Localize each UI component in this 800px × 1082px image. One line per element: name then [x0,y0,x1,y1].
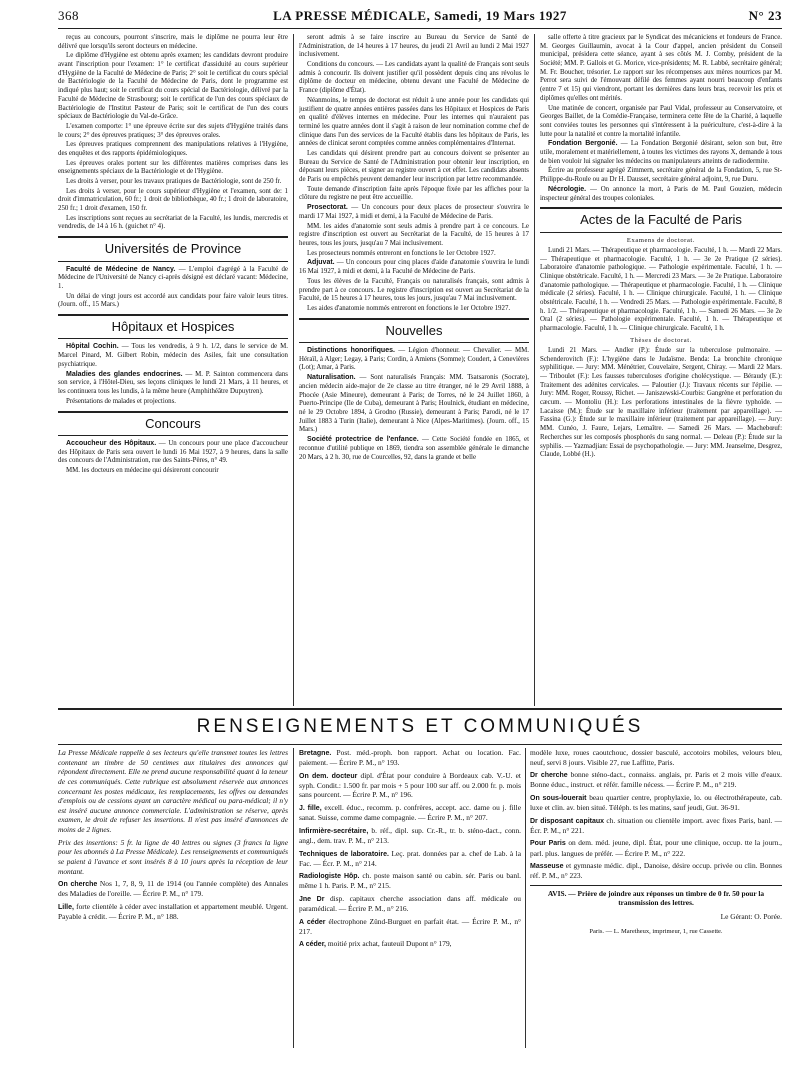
article [58,266,288,292]
paragraph: Conditions du concours. — Les candidats ayant la qualité de Français sont seuls admis à concourir. Ils doivent justifier qu'il possèdent depuis cinq ans révolus le diplôme de docteur en médecine, obtenu devant une Faculté de Médecine de France (diplôme d'État). [299,61,529,95]
classified-ad [299,939,521,949]
paragraph: reçus au concours, pourront s'inscrire, mais le diplôme ne pourra leur être délivré que lorsqu'ils seront docteurs en médecine. [58,34,288,50]
printer-footer: Paris. — L. Maretheux, imprimeur, 1, rue Cassette. [589,927,723,935]
classified-ad [299,748,521,768]
ad-heading: Bretagne. [299,750,332,757]
paragraph: Une matinée de concert, organisée par Paul Vidal, professeur au Conservatoire, et Georges Baillet, de la Comédie-Française, terminera cette fête de la Charité, à laquelle sont conviées toutes les personnes qui s'intéressent à la puériculture, c'est-à-dire à la lutte pour la natalité et contre la mortalité infantile. [540,104,782,138]
ad-heading: Jne Dr [299,895,325,903]
classifieds-banner [58,708,782,745]
ad-text: b. réf., dipl. sup. Cr.-R., tr. b. sténo-dact., conn. angl., dem. trav. P. M., n° 213. [299,825,521,845]
article-text: — Un concours pour cinq places d'aide d'anatomie s'ouvrira le lundi 16 Mai 1927, à midi et demi, à la Faculté de Médecine de Paris. [299,259,529,276]
paragraph: MM. les aides d'anatomie sont seuls admis à prendre part à ce concours. Le registre d'inscription est ouvert au Secrétariat de la Faculté, de 15 heures à 17 heures, tous les jours, jusqu'au 7 Mai inclusivement. [299,222,529,247]
classified-ad [530,816,782,836]
article-heading: Accoucheur des Hôpitaux. [66,439,157,447]
section-heading: Universités de Province [58,236,288,261]
article-heading: Fondation Bergonié. [548,140,618,148]
article-text: — Un concours pour une place d'accoucheur des Hôpitaux de Paris sera ouvert le lundi 16 Mai 1927, à 9 heures, dans la salle des concours de l'Administration, rue des Saints-Pères, n° 49. [58,439,288,465]
paragraph: L'examen comporte: 1° une épreuve écrite sur des sujets d'Hygiène traités dans le cours; 2° des épreuves pratiques; 3° des épreuves orales. [58,122,288,139]
page-header [58,6,782,29]
column-1 [58,34,288,706]
article-heading: Adjuvat. [307,259,335,267]
paragraph: MM. les docteurs en médecine qui désireront concourir [66,467,219,475]
ad-text: Nos 1, 7, 8, 9, 11 de 1914 (ou l'année complète) des Annales des Maladies de l'oreille. — Écrire P. M., n° 179. [58,879,288,899]
classified-ad [58,902,288,922]
classified-ad [58,879,288,899]
article [58,371,288,397]
ad-text: moitié prix achat, fauteuil Dupont n° 179, [327,939,452,949]
classified-ad [530,793,782,813]
article-text: — La Fondation Bergonié désirant, selon son but, être utile, moralement et matériellement, à toutes les victimes des rayons X, demande à tous de bien vouloir lui signaler les médecins ou manipulateurs atteints de radiodermite. [540,140,782,165]
page-number: 368 [58,8,79,23]
article-heading: Maladies des glandes endocrines. [66,370,183,378]
ad-heading: On sous-louerait [530,794,587,802]
ad-text: excell. éduc., recomm. p. confrères, accept. acc. dame ou j. fille sanat. Suisse, comme dame compagnie. — Écrire P. M., n° 207. [299,803,521,823]
article-heading: Distinctions honorifiques. [307,346,395,354]
ad-heading: On cherche [58,881,98,889]
ad-text: forte clientèle à céder avec installation et appartement meublé. Urgent. Payable à crédit. — Écrire P. M., n° 188. [58,901,288,921]
classified-ad [299,871,521,891]
paragraph: Les épreuves pratiques comprennent des manipulations relatives à l'Hygiène, des enquêtes et des rapports épidémiologiques. [58,141,288,157]
ad-heading: Infirmière-secrétaire, [299,827,369,835]
paragraph: Toute demande d'inscription faite après l'époque fixée par les affiches pour la clôture du registre ne peut être accueillie. [299,185,529,202]
ad-text: beau quartier centre, prophylaxie, lo. ou électrothérapeute, cab. luxe et clin. av. bien situé. Téléph. ts les matins, sauf jeudi, Gut. 36-91. [530,792,782,813]
classifieds-column-2 [299,748,521,1048]
ad-heading: A céder, [299,941,326,949]
article-text: — Un concours pour deux places de prosecteur s'ouvrira le mardi 17 Mai 1927, à midi et demi, à la Faculté de Médecine de Paris. [299,204,529,220]
article-text: — On annonce la mort, à Paris de M. Paul Gouzien, médecin inspecteur général des troupes coloniales. [540,185,782,202]
column-rule [534,34,535,706]
classified-ad: modèle luxe, roues caoutchouc, dossier basculé, accotoirs mobiles, velours bleu, neuf, servi 8 jours. Visible 27, rue Laffitte, Paris. [530,748,782,767]
section-heading: Actes de la Faculté de Paris [540,207,782,232]
paragraph: Écrire au professeur agrégé Zimmern, secrétaire général de la Fondation, 5, rue St-Philippe-du-Roule ou au Dr H. Dausset, secrétaire général adjoint, 9, rue Duru. [540,167,782,184]
column-rule [525,748,526,1048]
classified-ad [299,849,521,869]
ad-heading: Radiologiste Hôp. [299,873,360,881]
paragraph: seront admis à se faire inscrire au Bureau du Service de Santé de l'Administration, de 14 heures à 17 heures, du jeudi 21 Avril au lundi 2 Mai 1927 inclusivement. [299,34,529,59]
pricing: Prix des insertions: 5 fr. la ligne de 40 lettres ou signes (3 francs la ligne pour les abonnés à La Presse Médicale). Les renseignements et communiqués se paient à l'avance et sont insérés 8 à 10 jours après la réception de leur montant. [58,837,288,876]
section-heading: Concours [58,411,288,436]
paragraph: Les droits à verser, pour les travaux pratiques de Bactériologie, sont de 250 fr. [66,178,282,185]
ad-heading: Pour Paris [530,840,566,848]
ad-heading: Techniques de laboratoire. [299,850,389,858]
article-text: — L'emploi d'agrégé à la Faculté de Médecine de l'Université de Nancy ci-après désigné est déclaré vacant: Médecine, 1. [58,265,288,290]
paragraph: Les aides d'anatomie nommés entreront en fonctions le 1er Octobre 1927. [307,304,511,312]
paragraph: Le diplôme d'Hygiène est obtenu après examen; les candidats devront produire avant l'inscription pour l'examen: 1° le certificat d'assiduité au cours supérieur d'Hygiène de la Faculté de Médecine de Paris; 2° soit le certificat du cours spécial de Bactériologie de la Faculté de Médecine de Paris, dont le programme est indiqué plus haut; soit le certificat du cours spécial de Bactériologie, délivré par la Faculté de Médecine de Strasbourg; soit le certificat de l'un des cours spéciaux de Bactériologie de l'Institut Pasteur de Paris; soit le certificat de l'un des cours spéciaux de Bactériologie du Val-de-Grâce. [58,52,288,121]
notice-box: AVIS. — Prière de joindre aux réponses un timbre de 0 fr. 50 pour la transmission des lettres. [530,885,782,908]
article-heading: Prosectorat. [307,204,348,212]
classifieds-column-1 [58,748,288,1048]
section-heading: Nouvelles [299,318,529,343]
subsection-heading: Examens de doctorat. [626,236,696,244]
paragraph: Néanmoins, le temps de doctorat est réduit à une année pour les candidats qui justifient de quatre années entières passées dans les Hôpitaux et Hospices de Paris en qualité d'élèves internes en médecine. Pour les internes qui n'auraient pas terminé les quatre années dont il s'agit à raison de leur nomination comme chef de clinique dans l'un des services de la Faculté établis dans les hôpitaux de Paris, les années de clinicat seront comptées comme années complémentaires d'Internat. [299,96,529,148]
column-rule [293,748,294,1048]
ad-text: bonne sténo-dact., connaiss. anglais, pr. Paris et 2 mois ville d'eaux. Bonne éduc., instruct. et référ. famille nécess. — Écrire P. M., n° 219. [530,770,782,790]
paragraph: Un délai de vingt jours est accordé aux candidats pour faire valoir leurs titres. (Journ. off., 15 Mars.) [58,292,288,309]
article-text: — Sont naturalisés Français: MM. Tsatsaronis (Socrate), ancien médecin aide-major de 2e classe au titre étranger, né le 29 Avril 1888, à Phocée (Asie Mineure), demeurant à Paris; de Torres, né le 24 Juillet 1860, à Puerto-Principe (Ile de Cuba), demeurant à Paris; Houlnick, étudiant en médecine, né le 29 Octobre 1894, à Grodno (Russie), demeurant à Paris; Parodi, né le 17 Juillet 1883 à Turin (Italie), demeurant à Nice (Alpes-Maritimes). (Journ. off., 15 Mars.) [299,374,529,434]
article-heading: Faculté de Médecine de Nancy. [66,265,176,273]
article [299,436,529,462]
classified-ad [299,917,521,937]
ad-text: Post. méd.-proph. bon rapport. Achat ou location. Fac. paiement. — Écrire P. M., n° 193. [299,748,521,768]
classified-ad [299,826,521,846]
ad-text: ch. situation ou clientèle import. avec fixes Paris, banl. — Écr. P. M., n° 221. [530,815,782,835]
ad-heading: On dem. docteur [299,772,358,780]
classifieds-column-3 [530,748,782,1048]
article [58,440,288,466]
banner-title: RENSEIGNEMENTS ET COMMUNIQUÉS [196,716,644,737]
ad-text: ch. poste maison santé ou cabin. sér. Paris ou banl. même 1 h. Paris. P. M., n° 215. [299,871,521,891]
article-heading: Hôpital Cochin. [66,343,119,351]
article [299,347,529,373]
article-text: — Cette Société fondée en 1865, et reconnue d'utilité publique en 1869, tiendra son assemblée générale le dimanche 20 Mars, à 2 h. 30, rue de Courcelles, 92, dans la grande et belle [299,436,529,461]
article [540,186,782,204]
ad-text: et gymnaste médic. dipl., Danoise, désire occup. privée ou clin. Bonnes réf. P. M., n° 223. [530,861,782,881]
section-heading: Hôpitaux et Hospices [58,314,288,339]
column-3 [540,34,782,706]
paragraph: Les candidats qui désirent prendre part au concours doivent se présenter au Bureau du Service de Santé de l'Administration pour obtenir leur inscription, en déposant leurs pièces, et signer au registre ouvert à cet effet. Les candidats absents de Paris ou empêchés peuvent demander leur inscription par lettre recommandée. [299,149,529,183]
ad-heading: Dr cherche [530,772,568,780]
article [540,140,782,166]
paragraph: salle offerte à titre gracieux par le Syndicat des mécaniciens et fondeurs de France. M. Georges Guillaumin, avocat à la Cour d'appel, ancien président du Conseil municipal, présidera cette séance, ayant à ses côtés M. J. Comby, président de la Société; MM. P. Gallois et G. Morice, vice-présidents; M. R. Labbé, secrétaire général; M. Fr. Boucher, trésorier. Le rapport sur les récompenses aux mères nourrices par M. Perrot sera suivi de l'émouvant défilé des femmes ayant nourri beaucoup d'enfants (entre 7 et 15) qui viendront, portant les dernières dans leurs bras, recevoir les prix et diplômes qu'elles ont mérités. [540,34,782,102]
ad-heading: J. fille, [299,805,322,813]
subsection-heading: Thèses de doctorat. [630,336,692,344]
paragraph: Les droits à verser, pour le cours supérieur d'Hygiène et l'examen, sont de: 1 droit d'immatriculation, 60 fr.; 1 droit de bibliothèque, 40 fr.; 1 droit de laboratoire, 250 fr.; 1 droit d'examen, 150 fr. [58,187,288,213]
classified-ad [299,771,521,800]
article-text: — Tous les vendredis, à 9 h. 1/2, dans le service de M. Marcel Pinard, M. Gilbert Robin, médecin des Asiles, fait une consultation psychiatrique. [58,343,288,368]
ad-heading: Lille, [58,903,74,911]
ad-text: on dem. méd. jeune, dipl. État, pour une clinique, occup. tte la journ., parl. plus. langues de préfér. — Écrire P. M., n° 222. [530,838,782,858]
article-heading: Nécrologie. [548,185,587,193]
ad-text: dipl. d'État pour conduire à Bordeaux cab. V.-U. et syph. Condit.: 1.500 fr. par mois + 5 pour 100 sur aff. ou 2.000 fr. p. mois sans pourcent. — Écrire P. M., n° 196. [299,770,521,800]
paragraph: Les prosecteurs nommés entreront en fonctions le 1er Octobre 1927. [307,249,496,257]
ad-text: Leç. prat. données par a. chef de Lab. à la Fac. — Écr. P. M., n° 214. [299,848,521,868]
ad-text: disp. capitaux cherche association dans aff. médicale ou paramédical. — Écrire P. M., n° 216. [299,893,521,914]
column-2 [299,34,529,706]
article [299,204,529,222]
paragraph: Les épreuves orales portent sur les différentes matières comprises dans les enseignements spéciaux de la Bactériologie et de l'Hygiène. [58,159,288,176]
classified-ad [530,770,782,790]
article [299,259,529,277]
ad-heading: Masseuse [530,863,564,871]
manager-signature: Le Gérant: O. Porée. [720,912,782,922]
article-text: — Légion d'honneur. — Chevalier. — MM. Héraïl, à Alger; Legay, à Paris; Cordin, à Amiens (Somme); Coudert, à Cenevières (Lot); Amar, à Paris. [299,346,529,372]
journal-title: LA PRESSE MÉDICALE, Samedi, 19 Mars 1927 [273,8,567,23]
classified-ad [299,894,521,914]
paragraph: Présentations de malades et projections. [66,397,177,405]
article-heading: Naturalisation. [307,374,356,382]
paragraph: Lundi 21 Mars. — Thérapeutique et pharmacologie. Faculté, 1 h. — Mardi 22 Mars. — Thérapeutique et pharmacologie. Faculté, 1 h. — 3e 2e Pratique (2 séries). Laboratoire d'anatomie pathologique. — Pathologie expérimentale. Faculté, 1 h. — Clinique obstétricale. Faculté, 1 h. — Mercredi 23 Mars. — 3e 2e Pratique. Laboratoire d'anatomie pathologique. — Thérapeutique et pharmacologie. Faculté, 1 h. — Clinique médicale (2 séries). Faculté, 1 h. — Clinique chirurgicale. Faculté, 1 h. — Clinique obstétricale. Faculté, 1 h. — Vendredi 25 Mars. — Pathologie expérimentale. Faculté, 8 h. 1/2. — Thérapeutique et pharmacologie. Faculté, 1 h. — Samedi 26 Mars. — 3e 2e Oral (2 séries). — Pathologie expérimentale. Faculté, 1 h. — Thérapeutique et pharmacologie. Faculté, 1 h. — Clinique chirurgicale. Faculté, 1 h. [540,246,782,333]
paragraph: Lundi 21 Mars. — Andler (P.): Étude sur la tuberculose pulmonaire. — Schenderovitch (F.): L'hygiène dans le Judaïsme. Benda: La bronchite chronique syphilitique. — Jury: MM. Ménétrier, Couvelaire, Sergent, Chiray. — Mardi 22 Mars. — Triboulet (F.): Les fausses tuberculoses d'origine cholécystique. — Béraudy (E.): Traitement des adénites cervicales. — Paloutier (J.): Travaux récents sur l'épilie. — Jury: MM. Roger, Roussy, Richet. — Janiszewski-Courbis: Gangrène et perforation du cæcum. — Montoliu (H.): Les perforations intestinales de la fièvre typhoïde. — Lacaisse (M.): Étude sur le maxillaire inférieur (traitement par appareillage). — Fassina (G.): Étude sur le maxillaire inférieur (traitement par appareillage). — Jury: MM. Cunéo, J. Faure, Lejars, Lemaître. — Samedi 26 Mars. — Machebœuf: Recherches sur les composés phosphorés du sang normal. — Deleau (P.): Étude sur la syphilis. — Yazmadjian: Essai de psychopathologie. — Jury: MM. Jeanselme, Desgrez, Claude, Lobbé (H.). [540,346,782,459]
ad-heading: A céder [299,918,326,926]
article-text: — M. P. Sainton commencera dans son service, à l'Hôtel-Dieu, ses leçons cliniques le lundi 21 Mars, à 11 heures, et les continuera tous les lundis, à la même heure (Amphithéâtre Dupuytren). [58,370,288,396]
notice: La Presse Médicale rappelle à ses lecteurs qu'elle transmet toutes les lettres contenant un timbre de 50 centimes aux titulaires des annonces qui répondent directement. Elle ne prend aucune responsabilité quant à la teneur de ces communiqués. Cette rubrique est absolument réservée aux annonces concernant les postes médicaux, les remplacements, les offres ou demandes d'emplois ou de cessions ayant un caractère médical ou para-médical; il n'y est inséré aucune annonce commerciale. L'administration se réserve, après examen, le droit de refuser les insertions. Il n'est pas inséré d'annonces de moins de 2 lignes. [58,748,288,834]
ad-text: électrophone Zünd-Burguet en parfait état. — Écrire P. M., n° 217. [299,916,521,936]
article [299,374,529,435]
classified-ad [299,803,521,823]
classified-ad [530,838,782,858]
paragraph: Les inscriptions sont reçues au secrétariat de la Faculté, les lundis, mercredis et vendredis, de 14 à 16 h. (guichet n° 4). [58,214,288,231]
ad-heading: Dr disposant capitaux [530,817,605,825]
issue-number: N° 23 [748,8,782,23]
column-rule [293,34,294,706]
article [58,343,288,369]
article-heading: Société protectrice de l'enfance. [307,436,419,444]
paragraph: Tous les élèves de la Faculté, Français ou naturalisés français, sont admis à prendre part à ce concours. Le registre d'inscription est ouvert au Secrétariat de la Faculté, de 15 heures à 17 heures, tous les jours, jusqu'au 7 Mai inclusivement. [299,277,529,303]
classified-ad [530,861,782,881]
